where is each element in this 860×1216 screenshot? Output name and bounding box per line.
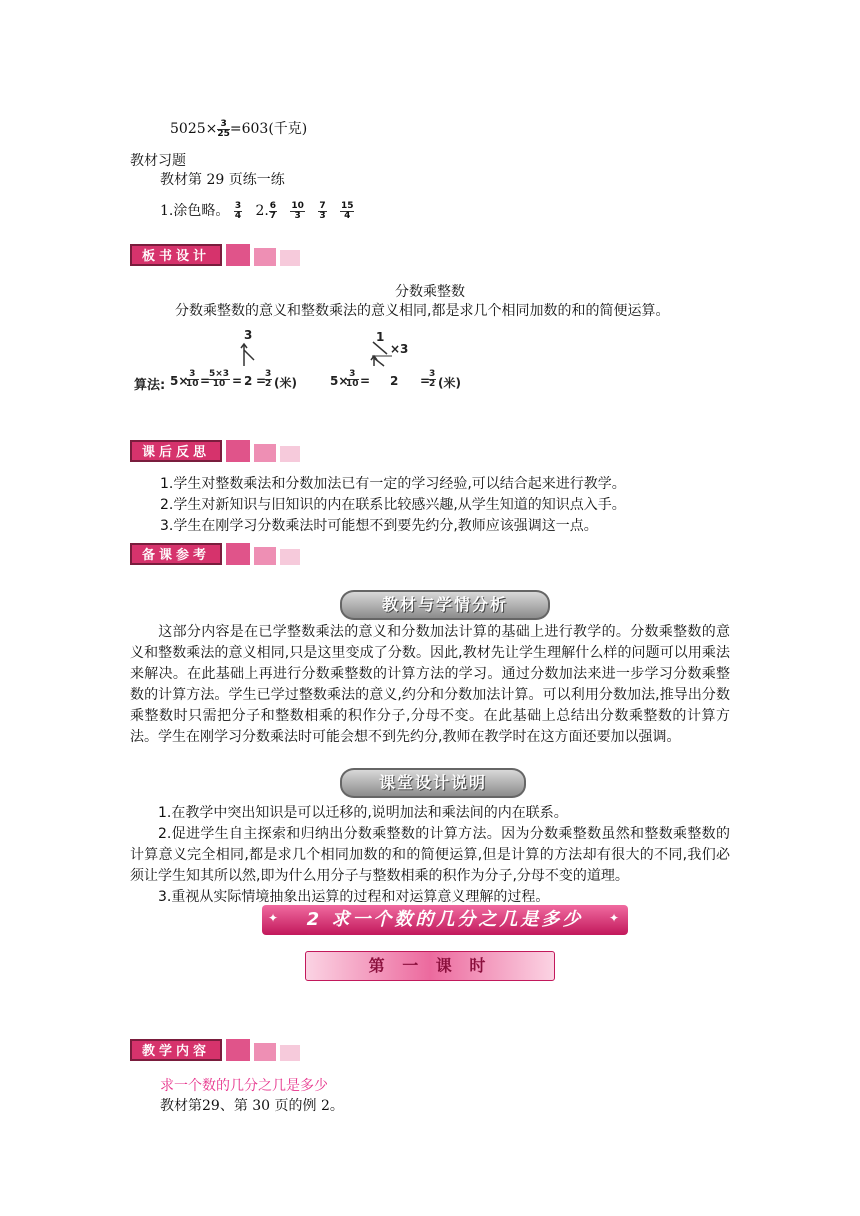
reflection-item: 3.学生在刚学习分数乘法时可能想不到要先约分,教师应该强调这一点。 [160,518,598,534]
content-tag [130,1039,300,1061]
tag-block [226,543,250,565]
f1-equals: = [232,374,243,388]
f1-equals: = [200,374,211,388]
f1-top-num: 3 [244,328,253,342]
reflection-label: 课后反思 [130,440,222,462]
f1-result-eq: = [256,374,267,388]
f2-result-fraction: $\frac{3}{2}$ [429,369,436,389]
f1-two: 2 [244,374,253,388]
design-item: 2.促进学生自主探索和归纳出分数乘整数的计算方法。因为分数乘整数虽然和整数乘整数的计算意义完全相同,都是求几个相同加数的和的简便运算,但是计算的方法却有很大的不同,我们必须让学生知其所以然,即为什么用分子与整数相乘的积作为分子,分母不变的道理。 [130,826,730,884]
design-item: 1.在教学中突出知识是可以迁移的,说明加法和乘法间的内在联系。 [158,805,568,821]
tag-block [280,549,300,565]
f1-mid-fraction: $\frac{5\times 3}{10}$ [209,369,230,389]
section-banner-text: 2 求一个数的几分之几是多少 [306,909,584,930]
design-item: 3.重视从实际情境抽象出运算的过程和对运算意义理解的过程。 [158,889,550,905]
tag-block [254,1043,276,1061]
f2-result-eq: = [420,374,431,388]
calc-prefix: 5025× [170,121,218,137]
reference-tag [130,543,300,565]
f1-result-fraction: $\frac{3}{2}$ [265,369,272,389]
cancel-arrow-icon [240,342,260,368]
f2-two: 2 [390,374,399,388]
tag-block [226,440,250,462]
tag-block [254,444,276,462]
f2-whole: 5× [330,374,349,388]
board-design-tag [130,244,300,266]
lesson-banner: 第 一 课 时 [305,951,555,981]
board-design-label: 板书设计 [130,244,222,266]
f2-top: 1 [376,330,385,344]
tag-block [280,446,300,462]
f2-equals: = [360,374,371,388]
f1-fraction: $\frac{3}{10}$ [186,369,199,389]
reference-label: 备课参考 [130,543,222,565]
star-icon: ✦ [608,911,622,925]
answer-fraction: $\frac{6}{7}$ [269,200,277,221]
exercise-title: 教材习题 [130,153,186,169]
tag-block [280,1045,300,1061]
f1-unit: (米) [274,376,297,390]
answer-fraction: $\frac{15}{4}$ [340,200,354,221]
tag-block [254,547,276,565]
content-topic: 求一个数的几分之几是多少 [160,1078,328,1094]
f2-times-three: ×3 [390,342,409,356]
exercise-ref: 教材第 29 页练一练 [160,172,285,188]
tag-block [254,248,276,266]
tag-block [280,250,300,266]
answer-fraction: $\frac{7}{3}$ [319,200,326,221]
cancel-arrow-icon [370,338,392,368]
answer-fraction: $\frac{10}{3}$ [291,200,304,221]
analysis-text [130,622,730,748]
answers-prefix: 1.涂色略。 [160,203,230,219]
calc-line [170,118,307,139]
board-title: 分数乘整数 [395,284,465,300]
section-banner [262,905,628,935]
answer-label: 2. [255,203,269,219]
method-label: 算法: [134,378,166,393]
design-heading: 课堂设计说明 [340,768,526,798]
content-ref: 教材第29、第 30 页的例 2。 [160,1098,344,1114]
tag-block [226,244,250,266]
content-label: 教学内容 [130,1039,222,1061]
calc-fraction: $\frac{3}{25}$ [217,118,230,139]
reflection-item: 1.学生对整数乘法和分数加法已有一定的学习经验,可以结合起来进行教学。 [160,476,626,492]
tag-block [226,1039,250,1061]
reflection-item: 2.学生对新知识与旧知识的内在联系比较感兴趣,从学生知道的知识点入手。 [160,497,626,513]
analysis-heading: 教材与学情分析 [340,590,550,620]
analysis-body: 这部分内容是在已学整数乘法的意义和分数加法计算的基础上进行教学的。分数乘整数的意义和整数乘法的意义相同,只是这里变成了分数。因此,教材先让学生理解什么样的问题可以用乘法来解决。在此基础上再进行分数乘整数的计算方法的学习。通过分数加法来进一步学习分数乘整数的计算方法。学生已学过整数乘法的意义,约分和分数加法计算。可以利用分数加法,推导出分数乘整数时只需把分子和整数相乘的积作分子,分母不变。在此基础上总结出分数乘整数的计算方法。学生在刚学习分数乘法时可能会想不到先约分,教师在教学时在这方面还要加以强调。 [130,624,730,745]
board-statement: 分数乘整数的意义和整数乘法的意义相同,都是求几个相同加数的和的简便运算。 [175,303,670,319]
exercise-answers [160,200,354,221]
formula-one [134,328,334,404]
answer-fraction: $\frac{3}{4}$ [234,200,242,221]
f2-fraction: $\frac{3}{10}$ [346,369,359,389]
f1-whole: 5× [170,374,189,388]
formula-two [330,328,480,404]
reflection-tag [130,440,300,462]
f2-unit: (米) [438,376,461,390]
star-icon: ✦ [268,911,282,925]
calc-suffix: =603(千克) [229,121,308,137]
